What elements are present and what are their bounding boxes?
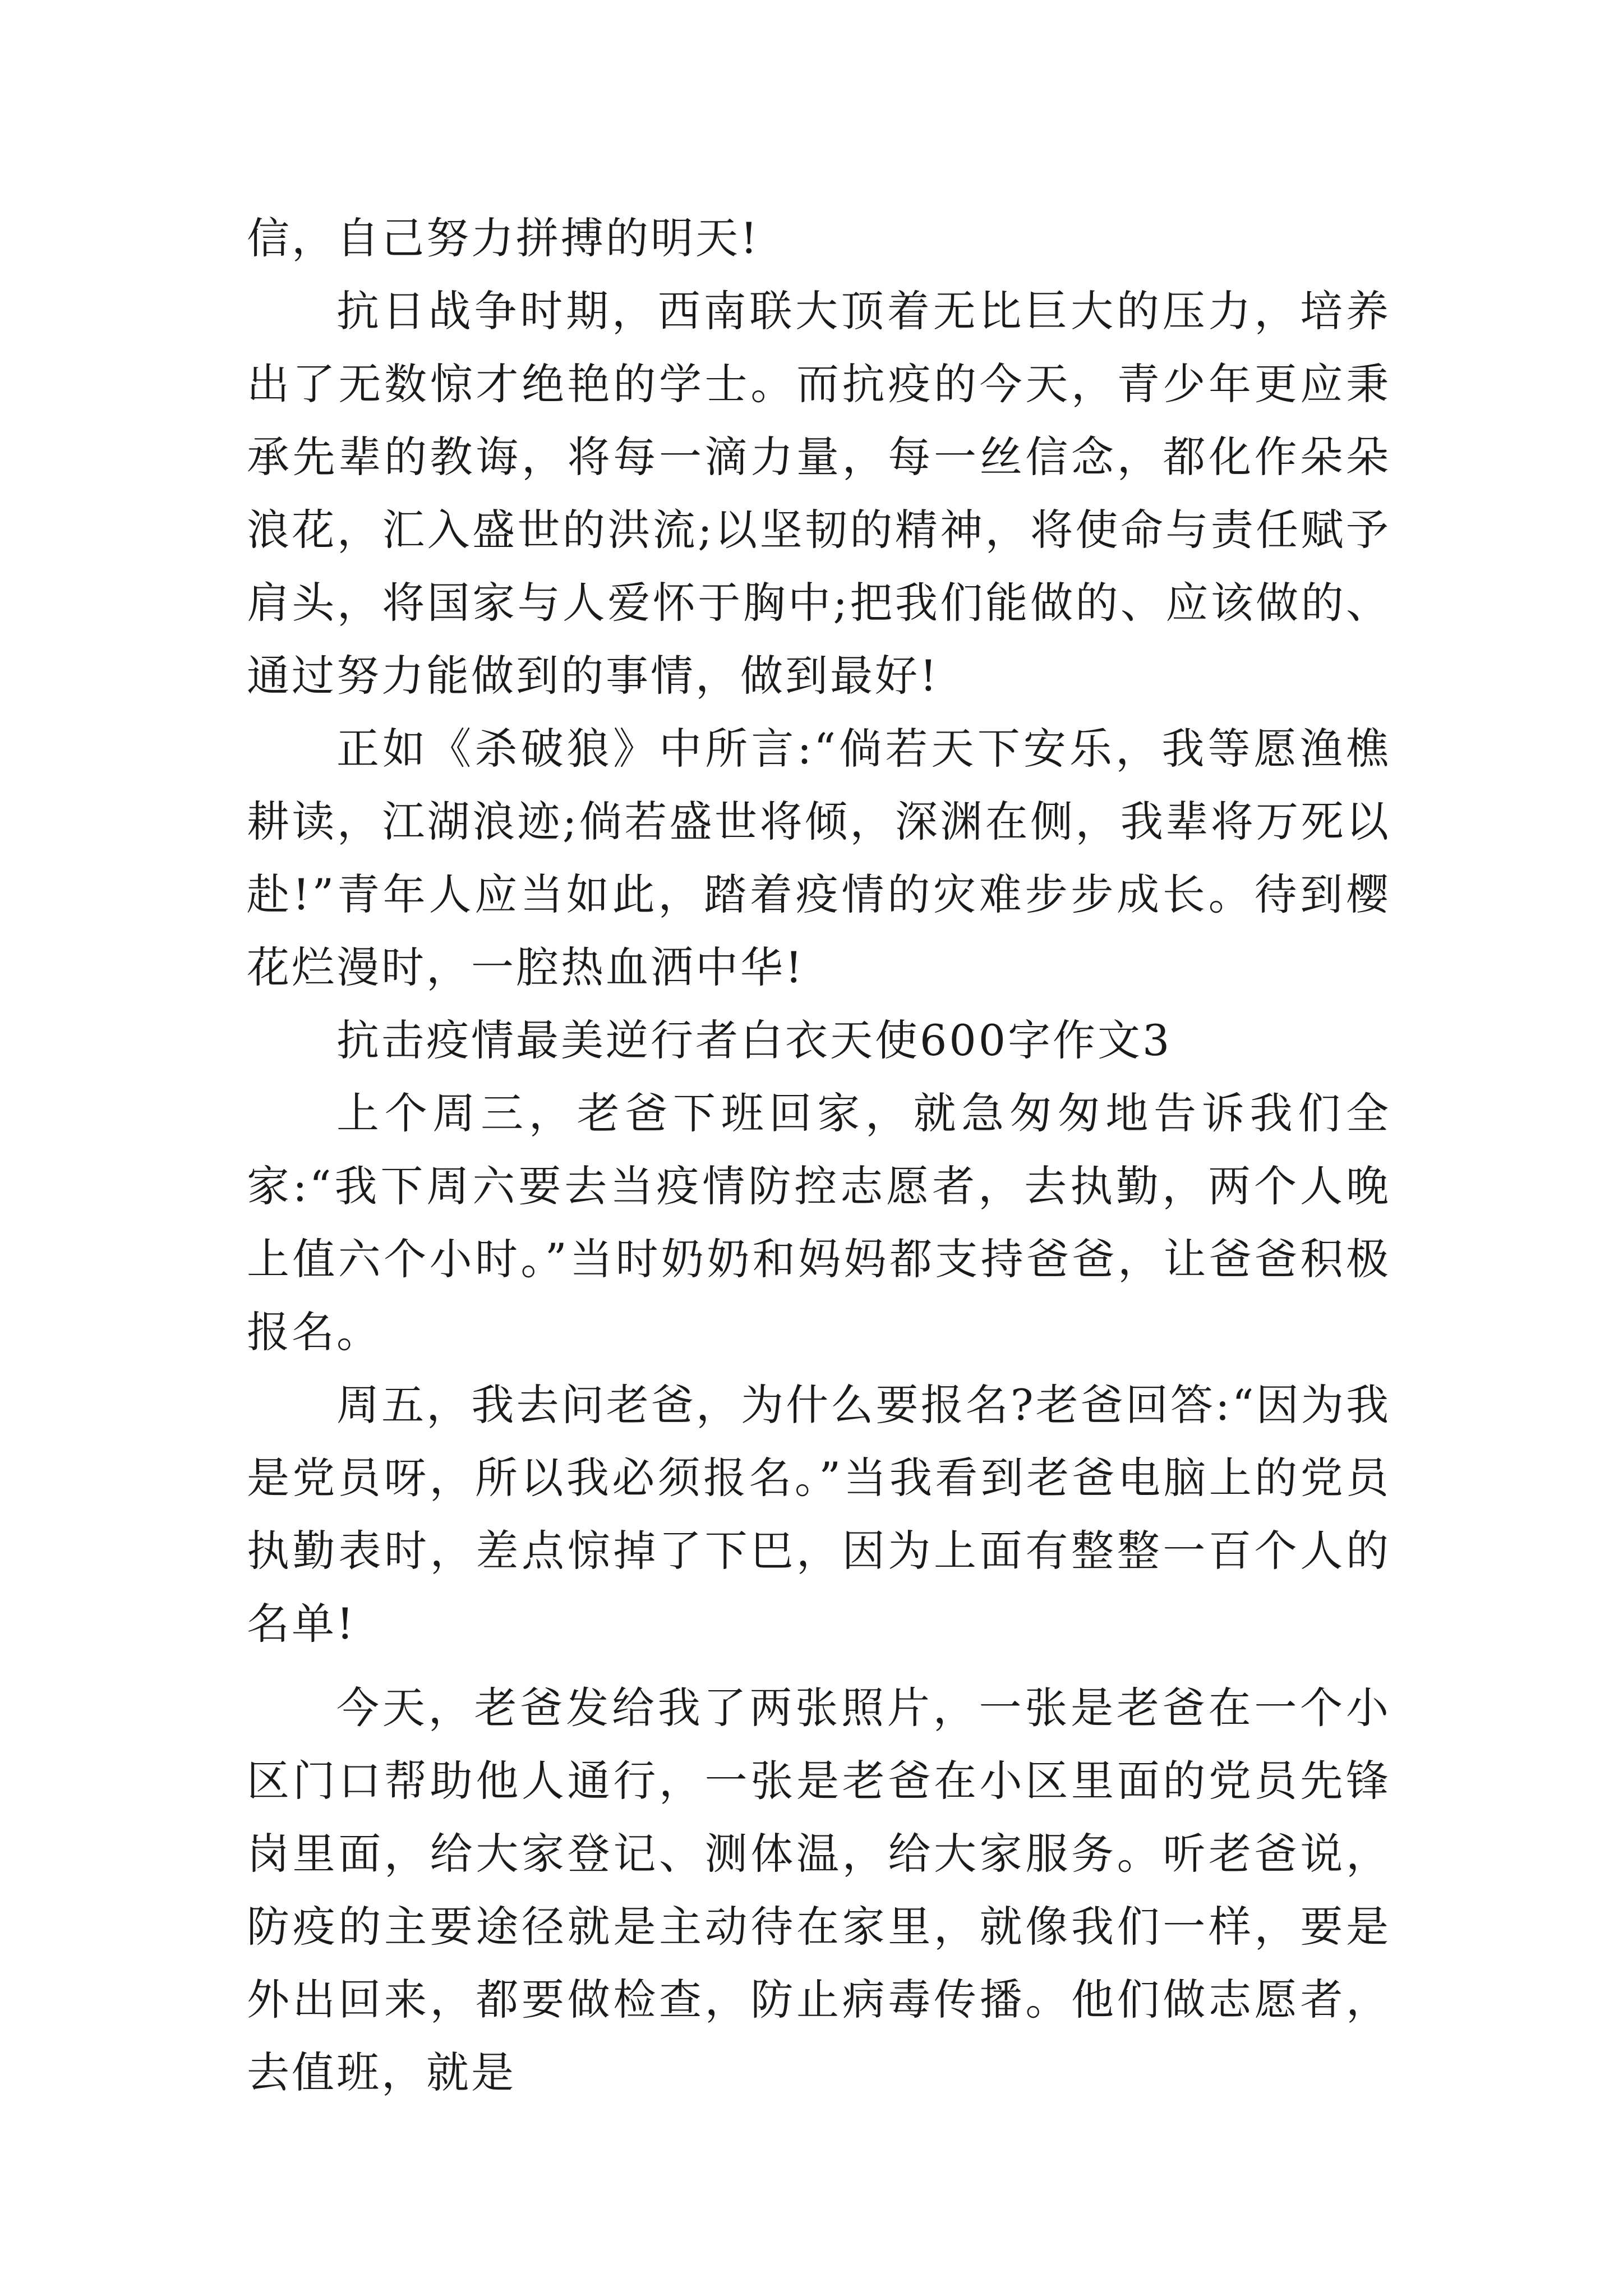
document-body xyxy=(247,202,1391,2109)
paragraph-sha-po-lang-quote: 正如《杀破狼》中所言:“倘若天下安乐，我等愿渔樵耕读，江湖浪迹;倘若盛世将倾，深渊在侧，我辈将万死以赴!”青年人应当如此，踏着疫情的灾难步步成长。待到樱花烂漫时，一腔热血洒中华! xyxy=(247,724,1391,992)
paragraph-wednesday: 上个周三，老爸下班回家，就急匆匆地告诉我们全家:“我下周六要去当疫情防控志愿者，去执勤，两个人晚上值六个小时。”当时奶奶和妈妈都支持爸爸，让爸爸积极报名。 xyxy=(247,1088,1391,1357)
paragraph-today-photos: 今天，老爸发给我了两张照片，一张是老爸在一个小区门口帮助他人通行，一张是老爸在小区里面的党员先锋岗里面，给大家登记、测体温，给大家服务。听老爸说，防疫的主要途径就是主动待在家里，就像我们一样，要是外出回来，都要做检查，防止病毒传播。他们做志愿者，去值班，就是 xyxy=(247,1683,1391,2097)
essay-title-3: 抗击疫情最美逆行者白衣天使600字作文3 xyxy=(336,1015,1172,1065)
paragraph-friday: 周五，我去问老爸，为什么要报名?老爸回答:“因为我是党员呀，所以我必须报名。”当我看到老爸电脑上的党员执勤表时，差点惊掉了下巴，因为上面有整整一百个人的名单! xyxy=(247,1380,1391,1649)
paragraph-continuation: 信，自己努力拼搏的明天! xyxy=(247,213,760,263)
paragraph-southwest-united-university: 抗日战争时期，西南联大顶着无比巨大的压力，培养出了无数惊才绝艳的学士。而抗疫的今天，青少年更应秉承先辈的教诲，将每一滴力量，每一丝信念，都化作朵朵浪花，汇入盛世的洪流;以坚韧的精神，将使命与责任赋予肩头，将国家与人爱怀于胸中;把我们能做的、应该做的、通过努力能做到的事情，做到最好! xyxy=(247,286,1391,701)
